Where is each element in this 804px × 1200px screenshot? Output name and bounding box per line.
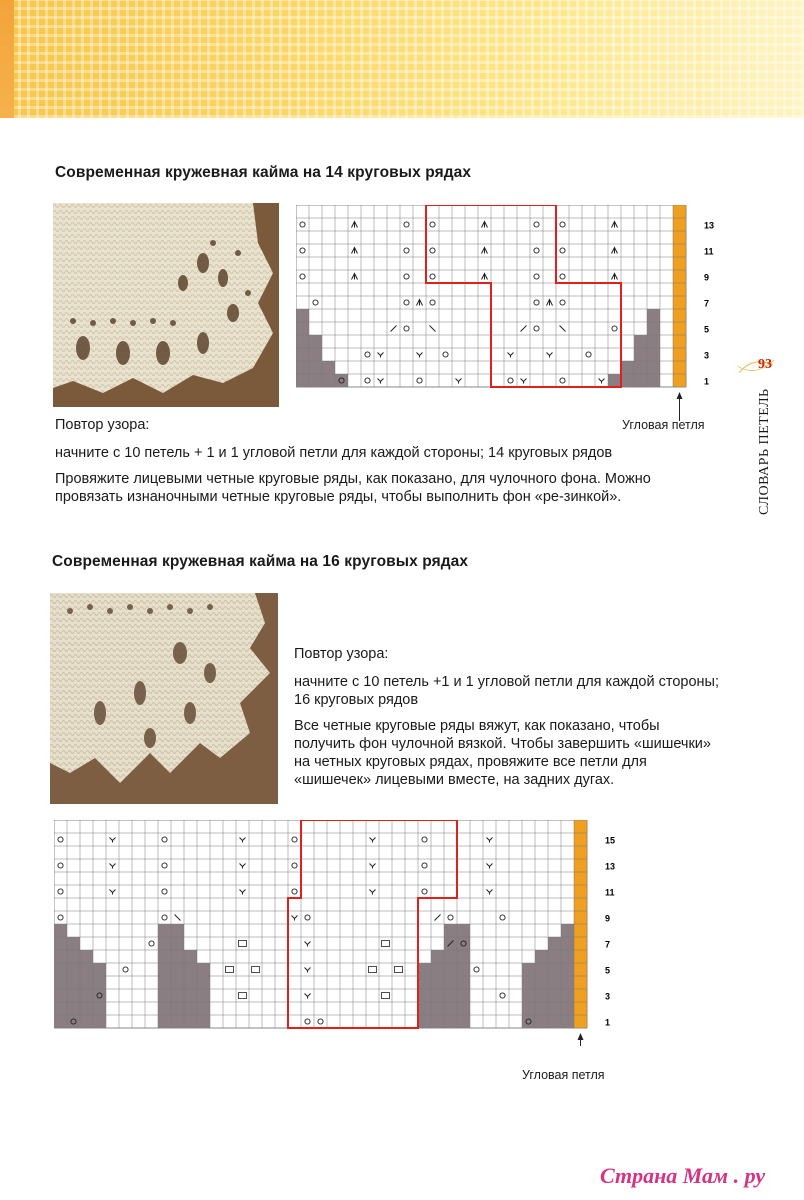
shaded-cell — [647, 348, 660, 361]
row-number: 1 — [704, 376, 710, 387]
shaded-cell — [561, 950, 574, 963]
corner-arrow-head — [578, 1033, 584, 1040]
shaded-cell — [158, 1015, 171, 1028]
shaded-cell — [54, 989, 67, 1002]
shaded-cell — [184, 1002, 197, 1015]
shaded-cell — [158, 976, 171, 989]
shaded-cell — [197, 963, 210, 976]
row-number: 13 — [704, 220, 715, 231]
watermark: Страна Мам . ру — [600, 1163, 766, 1188]
shaded-cell — [444, 963, 457, 976]
shaded-cell — [418, 989, 431, 1002]
shaded-cell — [197, 1002, 210, 1015]
shaded-cell — [522, 963, 535, 976]
shaded-cell — [54, 976, 67, 989]
shaded-cell — [522, 1002, 535, 1015]
shaded-cell — [171, 963, 184, 976]
section1-repeat-text: начните с 10 петель + 1 и 1 угловой петли для каждой стороны; 14 круговых рядов — [55, 445, 613, 461]
shaded-cell — [561, 976, 574, 989]
shaded-cell — [171, 1015, 184, 1028]
shaded-cell — [418, 1015, 431, 1028]
shaded-cell — [171, 924, 184, 937]
corner-arrow-head — [677, 392, 683, 399]
shaded-cell — [54, 1015, 67, 1028]
shaded-cell — [522, 1015, 535, 1028]
shaded-cell — [296, 348, 309, 361]
section1-note: Провяжите лицевыми четные круговые ряды, как показано, для чулочного фона. Можно провязать изнаночными четные круговые ряды, чтобы выполнить фон «ре-зинкой». — [55, 471, 651, 505]
shaded-cell — [647, 361, 660, 374]
shaded-cell — [184, 976, 197, 989]
shaded-cell — [522, 989, 535, 1002]
shaded-cell — [535, 989, 548, 1002]
shaded-cell — [67, 976, 80, 989]
shaded-cell — [309, 348, 322, 361]
shaded-cell — [548, 989, 561, 1002]
shaded-cell — [67, 937, 80, 950]
shaded-cell — [431, 963, 444, 976]
shaded-cell — [80, 963, 93, 976]
shaded-cell — [418, 976, 431, 989]
shaded-cell — [296, 374, 309, 387]
shaded-cell — [561, 1002, 574, 1015]
shaded-cell — [54, 937, 67, 950]
shaded-cell — [444, 924, 457, 937]
shaded-cell — [561, 963, 574, 976]
shaded-cell — [535, 1015, 548, 1028]
shaded-cell — [93, 976, 106, 989]
shaded-cell — [444, 1015, 457, 1028]
shaded-cell — [535, 1002, 548, 1015]
decorative-banner — [0, 0, 804, 118]
section2-repeat-label: Повтор узора: — [294, 646, 389, 662]
shaded-cell — [548, 950, 561, 963]
shaded-cell — [93, 1002, 106, 1015]
shaded-cell — [322, 374, 335, 387]
shaded-cell — [561, 989, 574, 1002]
section2-title: Современная кружевная кайма на 16 круговых рядах — [52, 553, 469, 570]
shaded-cell — [561, 937, 574, 950]
shaded-cell — [184, 950, 197, 963]
shaded-cell — [431, 1015, 444, 1028]
shaded-cell — [647, 374, 660, 387]
shaded-cell — [335, 374, 348, 387]
shaded-cell — [93, 1015, 106, 1028]
shaded-cell — [457, 1015, 470, 1028]
shaded-cell — [171, 976, 184, 989]
shaded-cell — [309, 335, 322, 348]
shaded-cell — [548, 976, 561, 989]
row-number: 1 — [605, 1017, 611, 1028]
shaded-cell — [158, 989, 171, 1002]
row-number: 13 — [605, 861, 616, 872]
shaded-cell — [444, 976, 457, 989]
shaded-cell — [621, 374, 634, 387]
shaded-cell — [548, 963, 561, 976]
shaded-cell — [444, 950, 457, 963]
shaded-cell — [431, 950, 444, 963]
shaded-cell — [158, 924, 171, 937]
shaded-cell — [67, 950, 80, 963]
shaded-cell — [93, 963, 106, 976]
shaded-cell — [548, 1002, 561, 1015]
shaded-cell — [647, 309, 660, 322]
shaded-cell — [54, 1002, 67, 1015]
shaded-cell — [535, 976, 548, 989]
lace-photo-1 — [53, 203, 279, 407]
shaded-cell — [634, 348, 647, 361]
shaded-cell — [535, 963, 548, 976]
shaded-cell — [80, 989, 93, 1002]
shaded-cell — [561, 1015, 574, 1028]
shaded-cell — [184, 989, 197, 1002]
section2-repeat-text: начните с 10 петель +1 и 1 угловой петли для каждой стороны; 16 круговых рядов — [294, 674, 719, 708]
shaded-cell — [457, 989, 470, 1002]
shaded-cell — [457, 963, 470, 976]
lace-photo-2 — [50, 593, 278, 804]
shaded-cell — [561, 924, 574, 937]
shaded-cell — [621, 361, 634, 374]
shaded-cell — [80, 976, 93, 989]
shaded-cell — [171, 950, 184, 963]
row-number: 5 — [605, 965, 611, 976]
shaded-cell — [67, 1015, 80, 1028]
shaded-cell — [67, 1002, 80, 1015]
row-number: 3 — [704, 350, 710, 361]
shaded-cell — [309, 374, 322, 387]
shaded-cell — [309, 361, 322, 374]
shaded-cell — [548, 1015, 561, 1028]
shaded-cell — [418, 1002, 431, 1015]
row-number: 11 — [605, 887, 615, 898]
section2-text — [294, 645, 724, 797]
corner-stitch-label-2: Угловая петля — [522, 1068, 605, 1082]
row-number: 3 — [605, 991, 611, 1002]
row-number: 9 — [704, 272, 710, 283]
shaded-cell — [296, 322, 309, 335]
shaded-cell — [647, 335, 660, 348]
shaded-cell — [522, 976, 535, 989]
shaded-cell — [444, 1002, 457, 1015]
shaded-cell — [171, 937, 184, 950]
shaded-cell — [158, 937, 171, 950]
shaded-cell — [80, 1002, 93, 1015]
shaded-cell — [67, 963, 80, 976]
shaded-cell — [54, 950, 67, 963]
shaded-cell — [322, 361, 335, 374]
shaded-cell — [444, 989, 457, 1002]
shaded-cell — [184, 963, 197, 976]
shaded-cell — [67, 989, 80, 1002]
shaded-cell — [457, 937, 470, 950]
page-number: 93 — [758, 357, 772, 372]
section1-repeat-label: Повтор узора: — [55, 417, 150, 433]
banner-edge — [0, 0, 14, 118]
shaded-cell — [54, 963, 67, 976]
shaded-cell — [608, 374, 621, 387]
shaded-cell — [158, 1002, 171, 1015]
shaded-cell — [171, 989, 184, 1002]
shaded-cell — [634, 374, 647, 387]
shaded-cell — [158, 950, 171, 963]
shaded-cell — [296, 361, 309, 374]
shaded-cell — [93, 989, 106, 1002]
shaded-cell — [647, 322, 660, 335]
section2-note: Все четные круговые ряды вяжут, как показано, чтобы получить фон чулочной вязкой. Чтобы завершить «шишечки» на четных круговых рядах, провяжите все петли для «шишечек» лицевыми вместе, на задних дугах. — [294, 718, 711, 788]
shaded-cell — [457, 1002, 470, 1015]
shaded-cell — [54, 924, 67, 937]
row-number: 7 — [605, 939, 611, 950]
row-number: 15 — [605, 835, 616, 846]
shaded-cell — [431, 976, 444, 989]
shaded-cell — [80, 950, 93, 963]
shaded-cell — [431, 1002, 444, 1015]
shaded-cell — [296, 309, 309, 322]
row-number: 11 — [704, 246, 714, 257]
corner-stitch-label-1: Угловая петля — [622, 418, 705, 432]
shaded-cell — [197, 1015, 210, 1028]
row-number: 9 — [605, 913, 611, 924]
shaded-cell — [197, 989, 210, 1002]
shaded-cell — [431, 989, 444, 1002]
chart-14-rows — [296, 205, 716, 431]
shaded-cell — [457, 950, 470, 963]
shaded-cell — [634, 335, 647, 348]
row-number: 5 — [704, 324, 710, 335]
row-number: 7 — [704, 298, 710, 309]
shaded-cell — [80, 1015, 93, 1028]
shaded-cell — [197, 976, 210, 989]
shaded-cell — [535, 950, 548, 963]
shaded-cell — [634, 361, 647, 374]
shaded-cell — [457, 976, 470, 989]
shaded-cell — [158, 963, 171, 976]
chart-16-rows — [54, 820, 634, 1046]
section1-title: Современная кружевная кайма на 14 круговых рядах — [55, 164, 472, 181]
shaded-cell — [418, 963, 431, 976]
section1-text — [55, 416, 715, 514]
shaded-cell — [457, 924, 470, 937]
shaded-cell — [548, 937, 561, 950]
shaded-cell — [171, 1002, 184, 1015]
shaded-cell — [296, 335, 309, 348]
shaded-cell — [184, 1015, 197, 1028]
section-title-vertical: СЛОВАРЬ ПЕТЕЛЬ — [757, 388, 772, 515]
